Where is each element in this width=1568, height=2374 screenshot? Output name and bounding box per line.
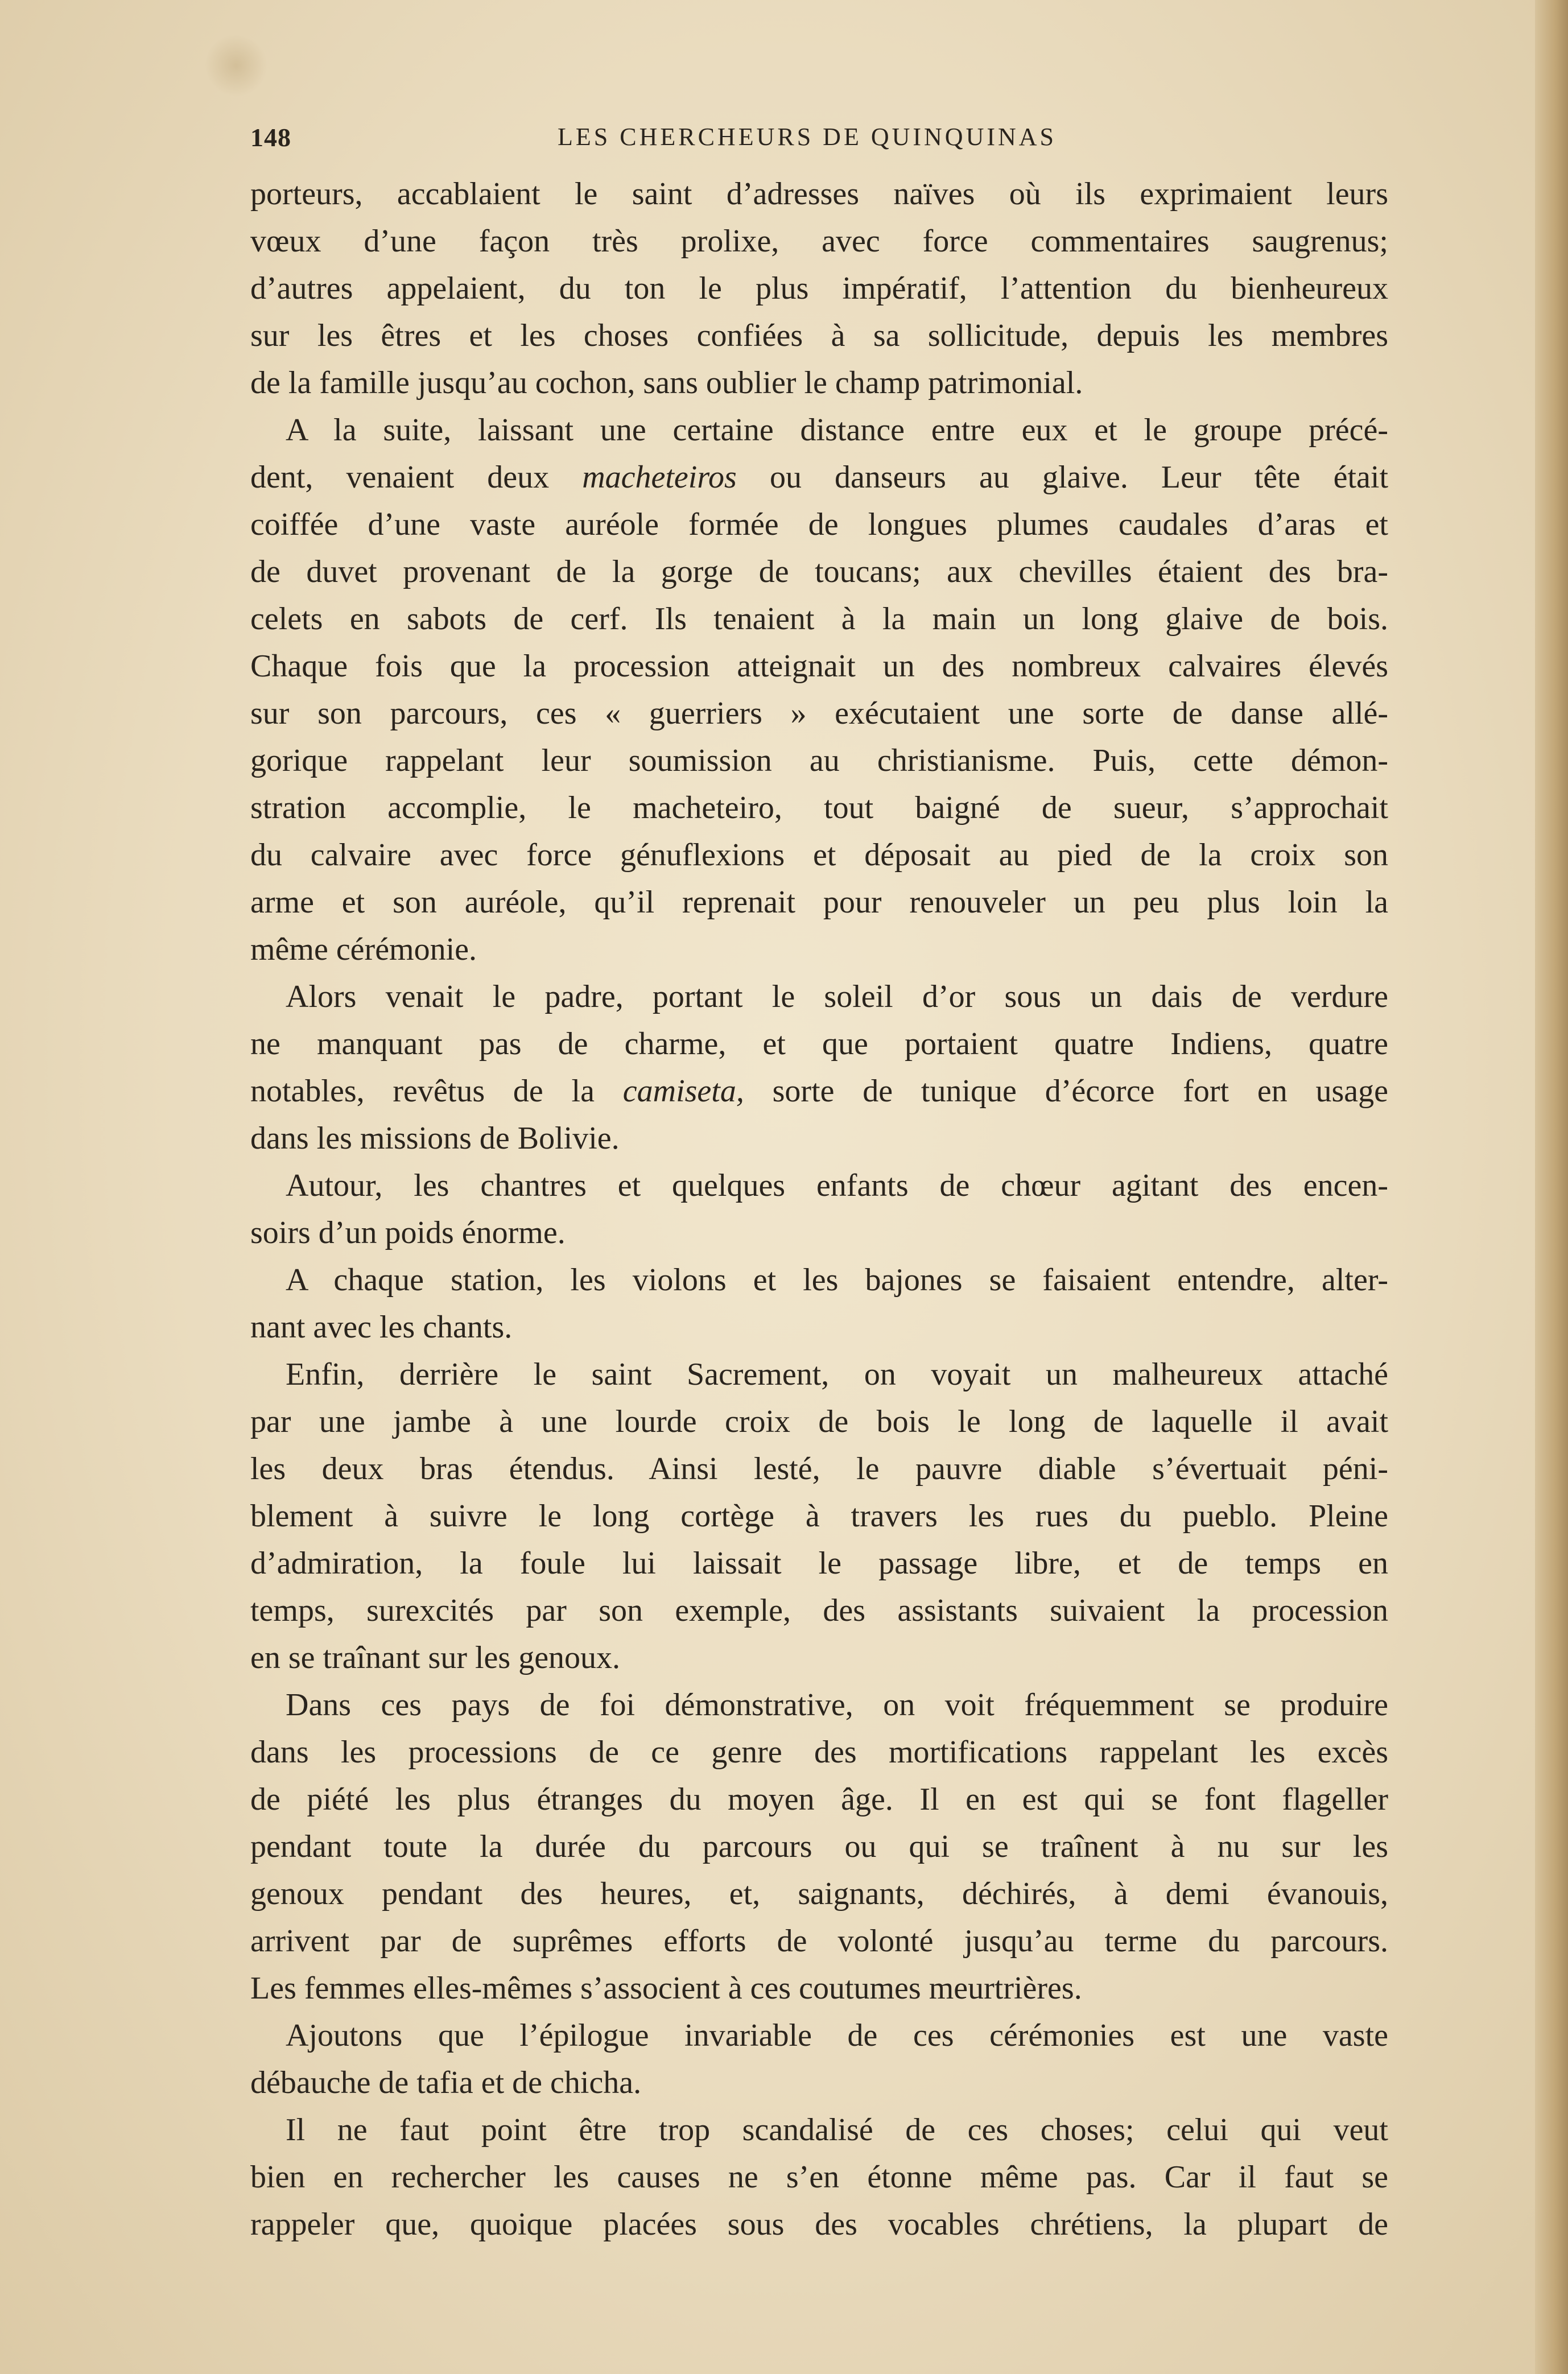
text-line: par une jambe à une lourde croix de bois le long de laquelle il avait: [250, 1404, 1388, 1439]
text-line: blement à suivre le long cortège à travers les rues du pueblo. Pleine: [250, 1498, 1388, 1534]
text-line: coiffée d’une vaste auréole formée de longues plumes caudales d’aras et: [250, 507, 1388, 542]
text-line: Dans ces pays de foi démonstrative, on voit fréquemment se produire: [286, 1687, 1388, 1723]
text-line: A chaque station, les violons et les bajones se faisaient entendre, alter-: [286, 1262, 1388, 1298]
text-line: d’autres appelaient, du ton le plus impératif, l’attention du bienheureux: [250, 271, 1388, 306]
text-line: Ajoutons que l’épilogue invariable de ces cérémonies est une vaste: [286, 2018, 1388, 2053]
text-line: stration accomplie, le macheteiro, tout baigné de sueur, s’approchait: [250, 790, 1388, 825]
text-line: de la famille jusqu’au cochon, sans oublier le champ patrimonial.: [250, 365, 1083, 401]
text-fragment: notables, revêtus de la: [250, 1074, 623, 1109]
text-line: Autour, les chantres et quelques enfants de chœur agitant des encen-: [286, 1168, 1388, 1203]
body-text: [250, 171, 1388, 2248]
italic-term: camiseta,: [622, 1074, 744, 1109]
running-title: LES CHERCHEURS DE QUINQUINAS: [558, 123, 1057, 151]
text-line: soirs d’un poids énorme.: [250, 1215, 566, 1250]
text-line: dans les processions de ce genre des mortifications rappelant les excès: [250, 1735, 1388, 1770]
paper-stain: [205, 34, 267, 97]
text-line: Chaque fois que la procession atteignait un des nombreux calvaires élevés: [250, 649, 1388, 684]
text-line: celets en sabots de cerf. Ils tenaient à la main un long glaive de bois.: [250, 601, 1388, 637]
page-number: 148: [250, 123, 291, 152]
text-line: pendant toute la durée du parcours ou qui se traînent à nu sur les: [250, 1829, 1388, 1864]
text-line: arrivent par de suprêmes efforts de volonté jusqu’au terme du parcours.: [250, 1923, 1388, 1959]
text-line: Il ne faut point être trop scandalisé de ces choses; celui qui veut: [286, 2112, 1388, 2148]
text-fragment: sorte de tunique d’écorce fort en usage: [744, 1074, 1388, 1109]
text-line: rappeler que, quoique placées sous des vocables chrétiens, la plupart de: [250, 2207, 1388, 2242]
text-line: Les femmes elles-mêmes s’associent à ces coutumes meurtrières.: [250, 1971, 1082, 2006]
text-line: de duvet provenant de la gorge de toucans; aux chevilles étaient des bra-: [250, 554, 1388, 589]
text-line: temps, surexcités par son exemple, des assistants suivaient la procession: [250, 1593, 1388, 1628]
text-line: Enfin, derrière le saint Sacrement, on voyait un malheureux attaché: [286, 1357, 1388, 1392]
text-line: les deux bras étendus. Ainsi lesté, le pauvre diable s’évertuait péni-: [250, 1451, 1388, 1487]
text-line: sur son parcours, ces « guerriers » exécutaient une sorte de danse allé-: [250, 696, 1388, 731]
text-line: Alors venait le padre, portant le soleil d’or sous un dais de verdure: [286, 979, 1388, 1014]
text-line: porteurs, accablaient le saint d’adresses naïves où ils exprimaient leurs: [250, 176, 1388, 212]
text-line: [250, 454, 1388, 501]
text-line: en se traînant sur les genoux.: [250, 1640, 621, 1675]
text-line: arme et son auréole, qu’il reprenait pour renouveler un peu plus loin la: [250, 885, 1388, 920]
text-line: vœux d’une façon très prolixe, avec force commentaires saugrenus;: [250, 224, 1388, 259]
text-line: débauche de tafia et de chicha.: [250, 2065, 642, 2100]
text-line: du calvaire avec force génuflexions et déposait au pied de la croix son: [250, 837, 1388, 873]
text-line: bien en rechercher les causes ne s’en étonne même pas. Car il faut se: [250, 2160, 1388, 2195]
text-line: ne manquant pas de charme, et que portaient quatre Indiens, quatre: [250, 1026, 1388, 1062]
text-line: nant avec les chants.: [250, 1310, 513, 1345]
text-line: de piété les plus étranges du moyen âge. Il en est qui se font flageller: [250, 1782, 1388, 1817]
text-line: même cérémonie.: [250, 932, 477, 967]
text-line: A la suite, laissant une certaine distance entre eux et le groupe précé-: [286, 412, 1388, 448]
italic-term: macheteiros: [582, 460, 737, 495]
text-line: dans les missions de Bolivie.: [250, 1121, 620, 1156]
text-line: genoux pendant des heures, et, saignants, déchirés, à demi évanouis,: [250, 1876, 1388, 1911]
text-fragment: ou danseurs au glaive. Leur tête était: [736, 460, 1388, 495]
text-fragment: dent, venaient deux: [250, 460, 583, 495]
text-line: d’admiration, la foule lui laissait le passage libre, et de temps en: [250, 1546, 1388, 1581]
text-line: gorique rappelant leur soumission au christianisme. Puis, cette démon-: [250, 743, 1388, 778]
page-edge: [1535, 0, 1568, 2374]
running-header: [250, 122, 1388, 162]
text-line: [250, 1068, 1388, 1115]
text-line: sur les êtres et les choses confiées à sa sollicitude, depuis les membres: [250, 318, 1388, 353]
